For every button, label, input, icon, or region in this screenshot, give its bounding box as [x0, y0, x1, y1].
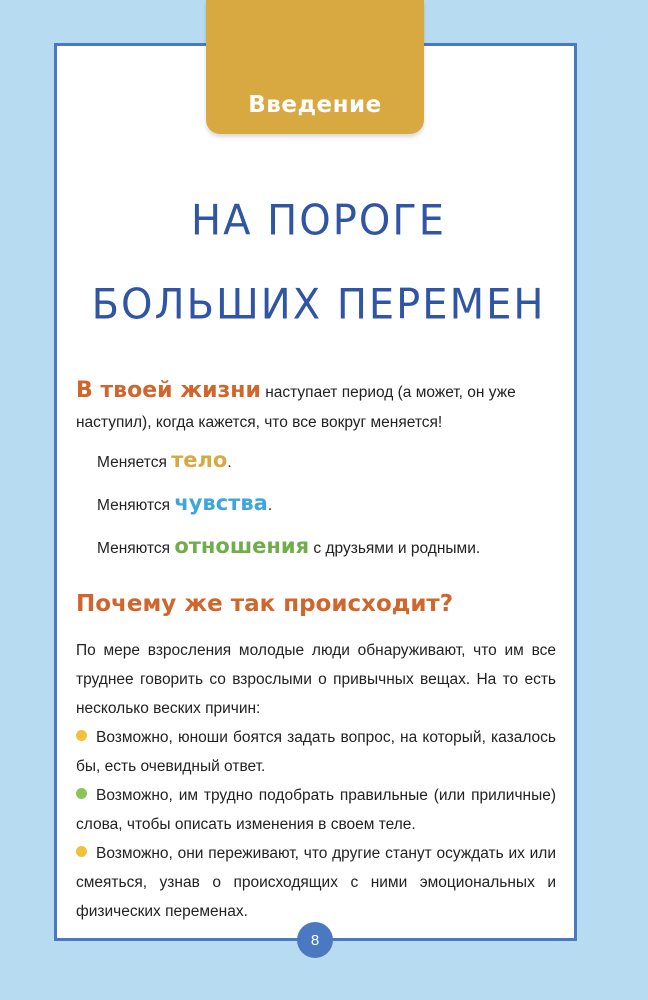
change-suffix: . — [267, 497, 273, 514]
change-item-body — [97, 448, 232, 472]
section-heading: Почему же так происходит? — [76, 591, 454, 617]
page-title-line-2: БОЛЬШИХ ПЕРЕМЕН — [91, 280, 546, 330]
section-tab-label: Введение — [248, 92, 382, 118]
change-item-feelings — [97, 491, 272, 515]
change-item-relations — [97, 534, 480, 558]
change-suffix: . — [227, 454, 232, 471]
change-keyword-relations: отношения — [174, 534, 310, 558]
intro-paragraph — [76, 376, 556, 438]
list-item — [76, 781, 556, 839]
change-keyword-feelings: чувства — [174, 491, 268, 515]
list-item-text: Возможно, они переживают, что другие станут осуждать их или смеяться, узнав о происходящих с ними эмоциональных и физических переменах. — [76, 845, 556, 920]
change-keyword-body: тело — [171, 448, 228, 472]
list-item — [76, 839, 556, 926]
bullet-dot-icon — [76, 730, 87, 741]
intro-text: наступает период (а может, он уже наступил), когда кажется, что все вокруг меняется! — [76, 384, 516, 431]
change-suffix: с друзьями и родными. — [309, 540, 481, 557]
list-item-text: Возможно, им трудно подобрать правильные (или приличные) слова, чтобы описать изменения в своем теле. — [76, 787, 556, 833]
page-number-badge — [297, 922, 333, 958]
list-item — [76, 723, 556, 781]
section-paragraph: По мере взросления молодые люди обнаруживают, что им все труднее говорить со взрослыми о привычных вещах. На то есть несколько веских причин: — [76, 642, 556, 717]
change-prefix: Меняется — [97, 454, 172, 471]
bullet-dot-icon — [76, 788, 87, 799]
change-prefix: Меняются — [97, 497, 175, 514]
section-tab — [206, 0, 424, 134]
intro-lead: В твоей жизни — [76, 378, 261, 403]
bullet-dot-icon — [76, 846, 87, 857]
page-frame — [54, 43, 577, 941]
reasons-list — [76, 723, 556, 926]
list-item-text: Возможно, юноши боятся задать вопрос, на который, казалось бы, есть очевидный ответ. — [76, 729, 556, 775]
page-number: 8 — [310, 931, 320, 949]
change-prefix: Меняются — [97, 540, 175, 557]
page-title-line-1: НА ПОРОГЕ — [191, 196, 446, 246]
